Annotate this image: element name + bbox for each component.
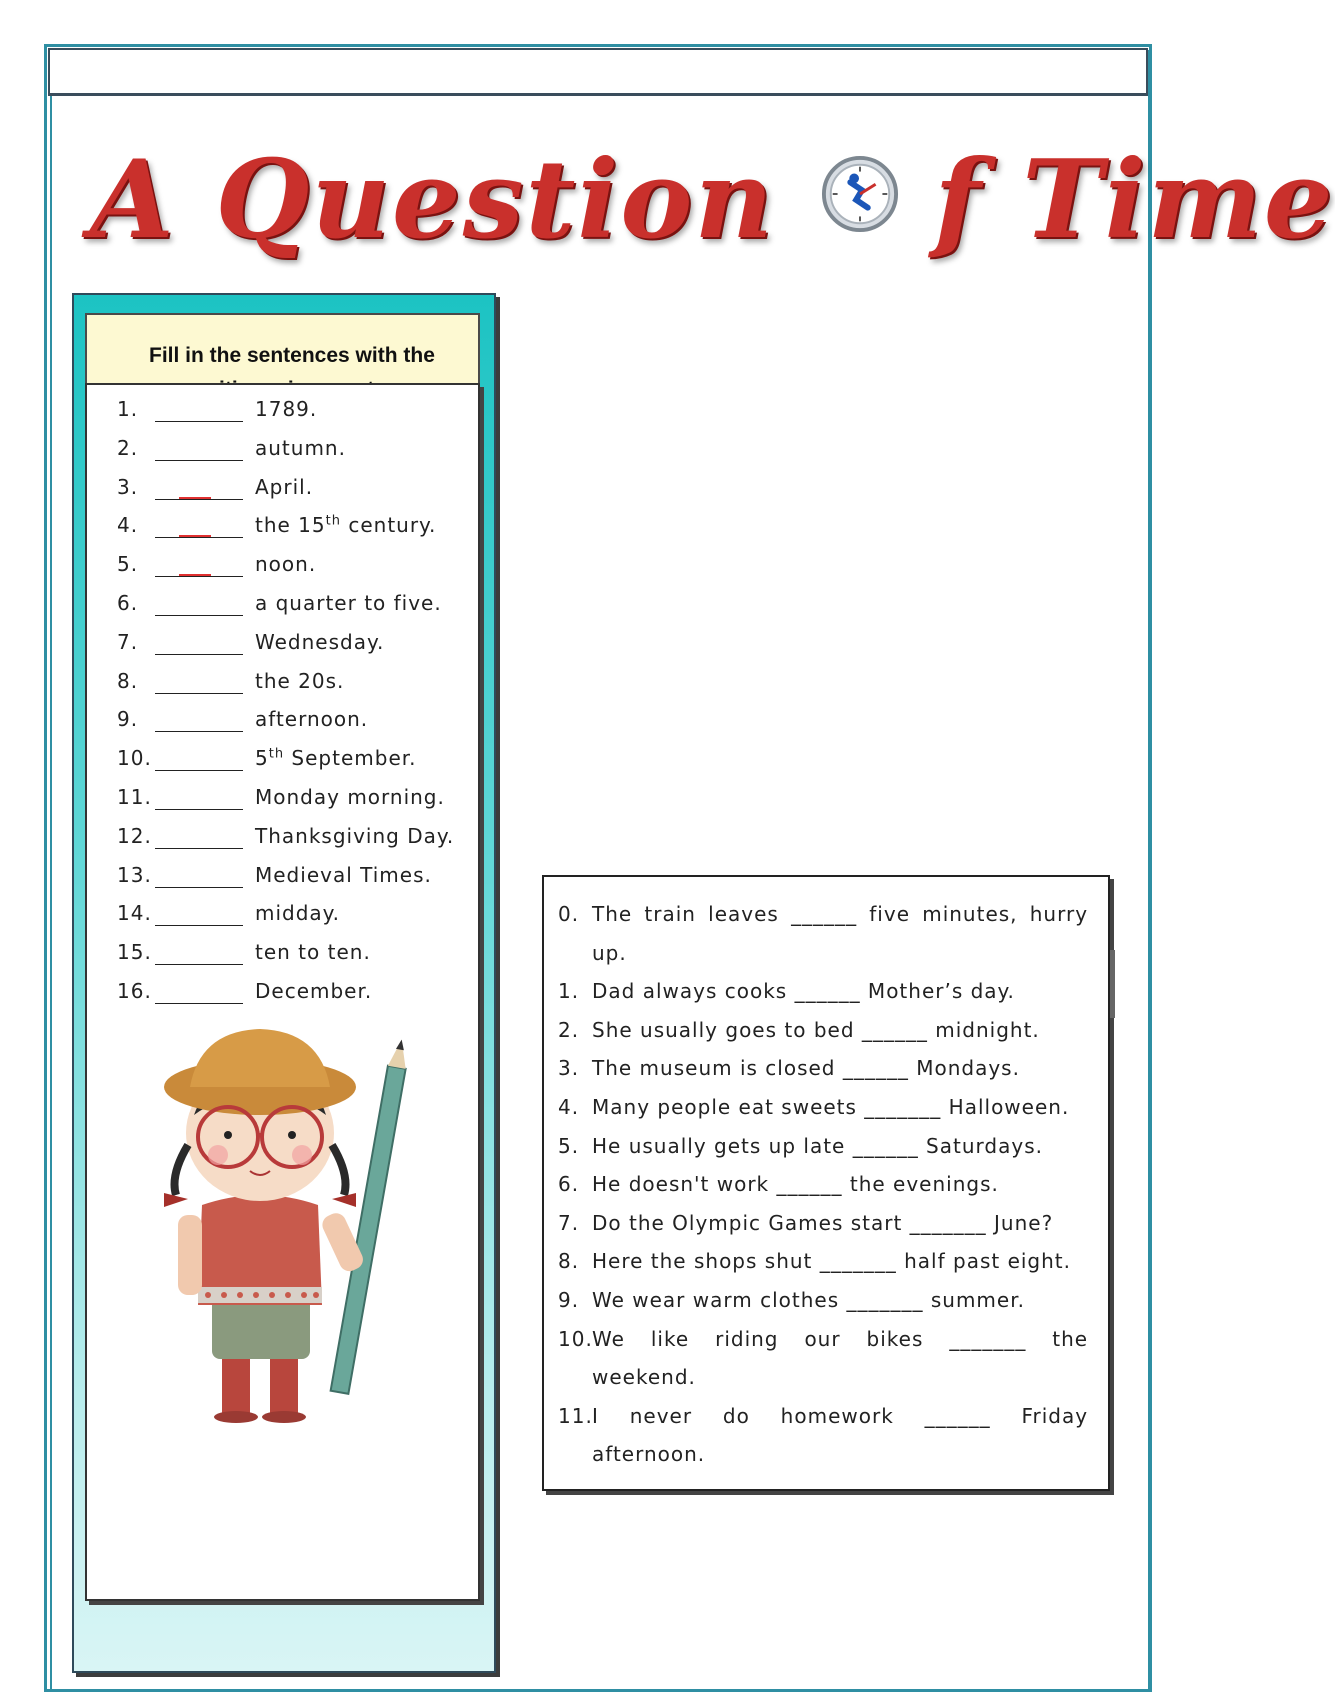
sentence-text-after: Saturdays. — [918, 1133, 1043, 1158]
item-number: 7. — [117, 629, 139, 654]
answer-blank[interactable] — [155, 421, 243, 422]
item-number: 2. — [117, 435, 139, 460]
sentence-text-after: summer. — [923, 1287, 1025, 1312]
sentence-item — [558, 972, 1088, 1011]
item-number: 6. — [558, 1172, 580, 1197]
sentence-text-before: He doesn't work — [592, 1172, 777, 1197]
sentence-line-1 — [592, 1320, 1088, 1359]
item-number: 5. — [558, 1133, 580, 1158]
sentence-word: We — [592, 1326, 625, 1351]
sentence-word: The — [592, 902, 633, 926]
sentence-item — [558, 1088, 1088, 1127]
item-number: 13. — [117, 862, 152, 887]
sentence-word: riding — [715, 1326, 779, 1351]
sentence-word: leaves — [708, 902, 779, 926]
answer-blank[interactable] — [155, 770, 243, 771]
answer-blank[interactable]: _______ — [949, 1326, 1027, 1351]
item-text-main: April. — [255, 474, 314, 499]
item-text — [255, 863, 432, 887]
item-number: 3. — [558, 1056, 580, 1081]
item-number: 8. — [117, 668, 139, 693]
item-text-main: midday. — [255, 901, 341, 926]
answer-blank[interactable]: ______ — [791, 902, 858, 926]
list-item — [87, 669, 478, 708]
answer-blank[interactable] — [155, 615, 243, 616]
item-number: 5. — [117, 552, 139, 577]
sentence-item — [558, 1165, 1088, 1204]
answer-blank[interactable] — [155, 731, 243, 732]
title-part-1: A Question — [90, 136, 775, 263]
item-number: 10. — [558, 1326, 593, 1351]
box-edge-tab — [1110, 950, 1115, 1018]
item-number: 9. — [558, 1287, 580, 1312]
list-item — [87, 940, 478, 979]
sentence-text-after: June? — [986, 1210, 1054, 1235]
sentence-word: I — [592, 1403, 599, 1428]
item-text-after: September. — [284, 746, 417, 771]
item-text — [255, 746, 417, 770]
worksheet-title — [90, 128, 1335, 263]
item-text — [255, 630, 384, 654]
answer-blank[interactable] — [155, 537, 243, 538]
item-text — [255, 979, 372, 1003]
sentence-item — [558, 1011, 1088, 1050]
item-text — [255, 475, 313, 499]
exercise-2-list — [558, 895, 1088, 1474]
sentence-word: do — [722, 1403, 750, 1428]
answer-blank[interactable] — [155, 964, 243, 965]
answer-blank[interactable] — [155, 1003, 243, 1004]
item-text — [255, 436, 346, 460]
sentence-word: the — [1052, 1326, 1089, 1351]
answer-blank[interactable]: ______ — [842, 1056, 909, 1081]
superscript: th — [325, 513, 341, 529]
sentence-word: bikes — [866, 1326, 924, 1351]
answer-blank[interactable]: ______ — [776, 1172, 843, 1197]
sentence-text-after: the evenings. — [842, 1172, 999, 1197]
item-text — [255, 901, 340, 925]
item-number: 8. — [558, 1249, 580, 1274]
answer-blank[interactable]: ______ — [924, 1403, 991, 1428]
list-item — [87, 475, 478, 514]
answer-blank[interactable] — [155, 925, 243, 926]
superscript: th — [268, 746, 285, 762]
item-text-main: the 20s. — [255, 668, 345, 693]
answer-blank[interactable] — [155, 693, 243, 694]
item-text — [255, 940, 371, 964]
sentence-item — [558, 1204, 1088, 1243]
list-item — [87, 513, 478, 552]
answer-blank[interactable]: _______ — [846, 1287, 924, 1312]
sentence-text-before: Dad always cooks — [592, 979, 795, 1004]
item-text — [255, 513, 436, 537]
list-item — [87, 901, 478, 940]
sentence-word: hurry — [1029, 902, 1089, 926]
sentence-item — [558, 1127, 1088, 1166]
item-text — [255, 824, 454, 848]
sentence-item — [558, 895, 1088, 972]
item-text-main: a quarter to five. — [255, 590, 442, 615]
sentence-word: Friday — [1021, 1403, 1089, 1428]
item-text-main: the 15 — [255, 513, 326, 538]
item-number: 7. — [558, 1210, 580, 1235]
sentence-text-before: He usually gets up late — [592, 1133, 853, 1158]
sentence-word: train — [644, 902, 696, 926]
item-text-after: century. — [340, 513, 437, 538]
instructions-text: Fill in the sentences with the — [149, 344, 435, 367]
sentence-line-2: weekend. — [592, 1365, 696, 1390]
answer-blank[interactable] — [155, 887, 243, 888]
exercise-2-box — [542, 875, 1110, 1491]
sentence-item — [558, 1242, 1088, 1281]
sentence-item — [558, 1049, 1088, 1088]
answer-blank[interactable]: _______ — [909, 1210, 987, 1235]
sentence-text-after: half past eight. — [896, 1249, 1071, 1274]
list-item — [87, 824, 478, 863]
answer-blank[interactable] — [155, 499, 243, 500]
clock-icon — [821, 155, 899, 233]
sentence-word: never — [629, 1403, 693, 1428]
answer-blank[interactable] — [155, 576, 243, 577]
item-text-main: 5 — [255, 746, 269, 771]
item-number: 9. — [117, 707, 139, 732]
exercise-1-list — [87, 397, 478, 1017]
item-text-main: Wednesday. — [255, 629, 385, 654]
item-number: 4. — [117, 513, 139, 538]
answer-blank[interactable] — [155, 848, 243, 849]
item-number: 1. — [558, 979, 580, 1004]
item-text — [255, 591, 442, 615]
sentence-word: five — [869, 902, 911, 926]
list-item — [87, 863, 478, 902]
item-text — [255, 552, 316, 576]
item-number: 4. — [558, 1094, 580, 1119]
item-number: 2. — [558, 1017, 580, 1042]
item-text-main: Monday morning. — [255, 784, 445, 809]
item-text-main: noon. — [255, 552, 317, 577]
item-text — [255, 707, 368, 731]
item-number: 1. — [117, 397, 139, 421]
item-number: 16. — [117, 978, 152, 1003]
answer-blank[interactable] — [155, 460, 243, 461]
item-number: 15. — [117, 940, 152, 965]
answer-blank[interactable]: ______ — [794, 979, 861, 1004]
girl-with-pencil-illustration — [140, 1025, 420, 1445]
sentence-text-before: We wear warm clothes — [592, 1287, 847, 1312]
item-text — [255, 669, 344, 693]
item-text — [255, 397, 317, 421]
list-item — [87, 785, 478, 824]
list-item — [87, 707, 478, 746]
item-text-main: ten to ten. — [255, 940, 371, 965]
item-text-main: afternoon. — [255, 707, 369, 732]
sentence-item — [558, 1397, 1088, 1474]
sentence-line-1 — [592, 1397, 1088, 1436]
red-underline-mark — [179, 535, 211, 537]
sentence-text-after: midnight. — [927, 1017, 1040, 1042]
item-number: 0. — [558, 902, 580, 926]
sentence-item — [558, 1320, 1088, 1397]
sentence-line-2: afternoon. — [592, 1442, 706, 1467]
list-item — [87, 591, 478, 630]
item-text-main: December. — [255, 978, 373, 1003]
list-item — [87, 979, 478, 1018]
item-number: 3. — [117, 474, 139, 499]
sentence-text-before: The museum is closed — [592, 1056, 843, 1081]
item-number: 10. — [117, 746, 152, 771]
instructions-box — [85, 313, 480, 385]
answer-blank[interactable] — [155, 809, 243, 810]
list-item — [87, 746, 478, 785]
sentence-line-1 — [592, 895, 1088, 934]
sentence-text-before: Do the Olympic Games start — [592, 1210, 910, 1235]
red-underline-mark — [179, 574, 211, 576]
title-part-2: f Time — [934, 136, 1335, 263]
header-strip — [48, 48, 1148, 96]
answer-blank[interactable] — [155, 654, 243, 655]
list-item — [87, 630, 478, 669]
sentence-word: our — [804, 1326, 841, 1351]
sentence-text-before: Here the shops shut — [592, 1249, 820, 1274]
item-number: 14. — [117, 901, 152, 926]
answer-blank[interactable]: ______ — [861, 1017, 928, 1042]
sentence-word: minutes, — [922, 902, 1018, 926]
item-number: 11. — [558, 1403, 593, 1428]
sentence-item — [558, 1281, 1088, 1320]
item-text — [255, 785, 445, 809]
list-item — [87, 397, 478, 436]
item-number: 12. — [117, 823, 152, 848]
list-item — [87, 436, 478, 475]
sentence-text-before: Many people eat sweets — [592, 1094, 865, 1119]
sentence-word: homework — [780, 1403, 894, 1428]
item-text-main: autumn. — [255, 435, 346, 460]
sentence-line-2: up. — [592, 940, 627, 965]
sentence-text-before: She usually goes to bed — [592, 1017, 862, 1042]
item-number: 6. — [117, 590, 139, 615]
answer-blank[interactable]: ______ — [852, 1133, 919, 1158]
sentence-text-after: Halloween. — [941, 1094, 1070, 1119]
item-text-main: Medieval Times. — [255, 862, 432, 887]
item-number: 11. — [117, 784, 152, 809]
red-underline-mark — [179, 497, 211, 499]
sentence-text-after: Mother’s day. — [860, 979, 1015, 1004]
item-text-main: Thanksgiving Day. — [255, 823, 455, 848]
sentence-word: like — [650, 1326, 690, 1351]
list-item — [87, 552, 478, 591]
item-text-main: 1789. — [255, 397, 318, 421]
answer-blank[interactable]: _______ — [819, 1249, 897, 1274]
answer-blank[interactable]: _______ — [864, 1094, 942, 1119]
sentence-text-after: Mondays. — [908, 1056, 1020, 1081]
